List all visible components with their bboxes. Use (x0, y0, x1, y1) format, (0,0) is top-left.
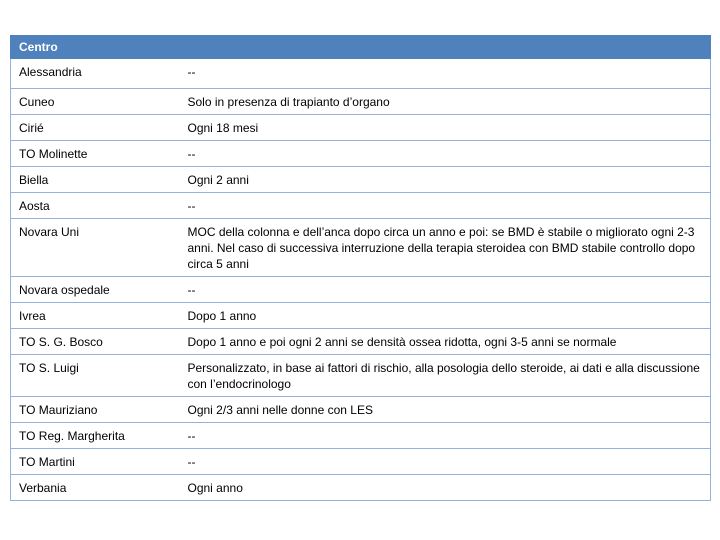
cell-centro: Novara Uni (11, 219, 180, 277)
table-row (11, 193, 711, 219)
cell-value: Ogni anno (180, 475, 711, 501)
cell-value: Solo in presenza di trapianto d’organo (180, 89, 711, 115)
cell-centro: Cuneo (11, 89, 180, 115)
cell-value: -- (180, 193, 711, 219)
table-row (11, 475, 711, 501)
cell-centro: Alessandria (11, 59, 180, 89)
table-row (11, 355, 711, 397)
cell-value: Dopo 1 anno e poi ogni 2 anni se densità ossea ridotta, ogni 3-5 anni se normale (180, 329, 711, 355)
table-row (11, 115, 711, 141)
cell-value: -- (180, 277, 711, 303)
centers-table (10, 35, 711, 501)
table-row (11, 449, 711, 475)
cell-centro: TO S. G. Bosco (11, 329, 180, 355)
cell-centro: Biella (11, 167, 180, 193)
table-row (11, 167, 711, 193)
cell-centro: TO Reg. Margherita (11, 423, 180, 449)
cell-value: Dopo 1 anno (180, 303, 711, 329)
cell-value: -- (180, 449, 711, 475)
cell-centro: Ivrea (11, 303, 180, 329)
table-row (11, 89, 711, 115)
table-row (11, 329, 711, 355)
cell-centro: Aosta (11, 193, 180, 219)
centers-table-container (10, 35, 710, 501)
cell-centro: TO Mauriziano (11, 397, 180, 423)
header-centro: Centro (11, 36, 711, 59)
cell-value: Ogni 2 anni (180, 167, 711, 193)
table-header-row (11, 36, 711, 59)
cell-centro: TO Martini (11, 449, 180, 475)
cell-value: MOC della colonna e dell’anca dopo circa un anno e poi: se BMD è stabile o migliorato ogni 2-3 anni. Nel caso di successiva interruzione della terapia steroidea con BMD stabile controllo dopo circa 5 anni (180, 219, 711, 277)
table-row (11, 303, 711, 329)
cell-value: -- (180, 423, 711, 449)
cell-centro: TO S. Luigi (11, 355, 180, 397)
table-row (11, 59, 711, 89)
cell-centro: Novara ospedale (11, 277, 180, 303)
cell-centro: Cirié (11, 115, 180, 141)
cell-centro: TO Molinette (11, 141, 180, 167)
cell-centro: Verbania (11, 475, 180, 501)
cell-value: Ogni 18 mesi (180, 115, 711, 141)
cell-value: Ogni 2/3 anni nelle donne con LES (180, 397, 711, 423)
table-row (11, 219, 711, 277)
cell-value: -- (180, 141, 711, 167)
table-row (11, 141, 711, 167)
cell-value: Personalizzato, in base ai fattori di rischio, alla posologia dello steroide, ai dati e alla discussione con l’endocrinologo (180, 355, 711, 397)
table-row (11, 277, 711, 303)
table-row (11, 423, 711, 449)
table-row (11, 397, 711, 423)
cell-value: -- (180, 59, 711, 89)
